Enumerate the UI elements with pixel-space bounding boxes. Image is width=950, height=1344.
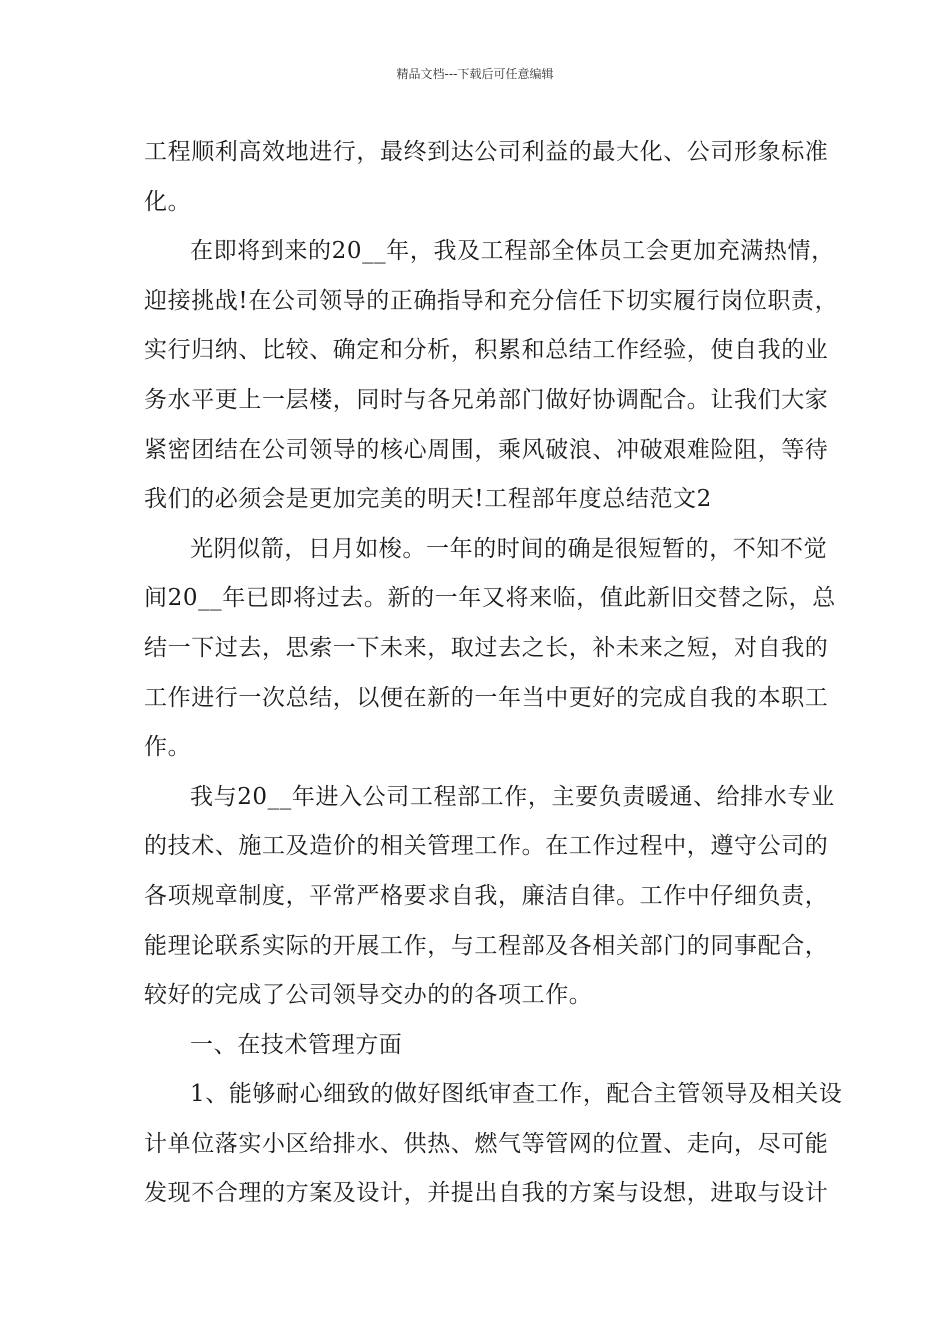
text-line: 工程顺利高效地进行，最终到达公司利益的最大化、公司形象标准 (144, 139, 829, 165)
text-line: 各项规章制度，平常严格要求自我，廉洁自律。工作中仔细负责， (144, 882, 829, 909)
text-line: 能理论联系实际的开展工作，与工程部及各相关部门的同事配合， (144, 932, 829, 959)
text-line: 1、能够耐心细致的做好图纸审查工作，配合主管领导及相关设 (190, 1081, 843, 1108)
text-line: 光阴似箭，日月如梭。一年的时间的确是很短暂的，不知不觉 (190, 535, 828, 562)
text-line: 在即将到来的20__年，我及工程部全体员工会更加充满热情， (190, 238, 835, 265)
text-line: 我与20__年进入公司工程部工作，主要负责暖通、给排水专业 (190, 783, 835, 810)
text-line: 较好的完成了公司领导交办的的各项工作。 (144, 982, 593, 1009)
text-line: 作。 (144, 734, 192, 761)
text-line: 我们的必须会是更加完美的明天!工程部年度总结范文2 (144, 486, 712, 513)
text-line: 一、在技术管理方面 (190, 1031, 403, 1058)
text-line: 的技术、施工及造价的相关管理工作。在工作过程中，遵守公司的 (144, 833, 829, 860)
page-header: 精品文档---下载后可任意编辑 (396, 67, 554, 81)
text-line: 务水平更上一层楼，同时与各兄弟部门做好协调配合。让我们大家 (144, 386, 829, 413)
text-line: 间20__年已即将过去。新的一年又将来临，值此新旧交替之际，总 (144, 585, 836, 612)
text-line: 迎接挑战!在公司领导的正确指导和充分信任下切实履行岗位职责， (144, 287, 839, 314)
text-line: 工作进行一次总结，以便在新的一年当中更好的完成自我的本职工 (144, 684, 829, 711)
text-line: 结一下过去，思索一下未来，取过去之长，补未来之短，对自我的 (144, 634, 829, 661)
document-body (144, 128, 843, 1219)
text-line: 发现不合理的方案及设计，并提出自我的方案与设想，进取与设计 (144, 1180, 829, 1207)
text-line: 化。 (144, 188, 192, 215)
text-line: 紧密团结在公司领导的核心周围，乘风破浪、冲破艰难险阻，等待 (144, 436, 829, 463)
text-line: 实行归纳、比较、确定和分析，积累和总结工作经验，使自我的业 (144, 337, 829, 364)
text-line: 计单位落实小区给排水、供热、燃气等管网的位置、走向，尽可能 (144, 1130, 829, 1157)
